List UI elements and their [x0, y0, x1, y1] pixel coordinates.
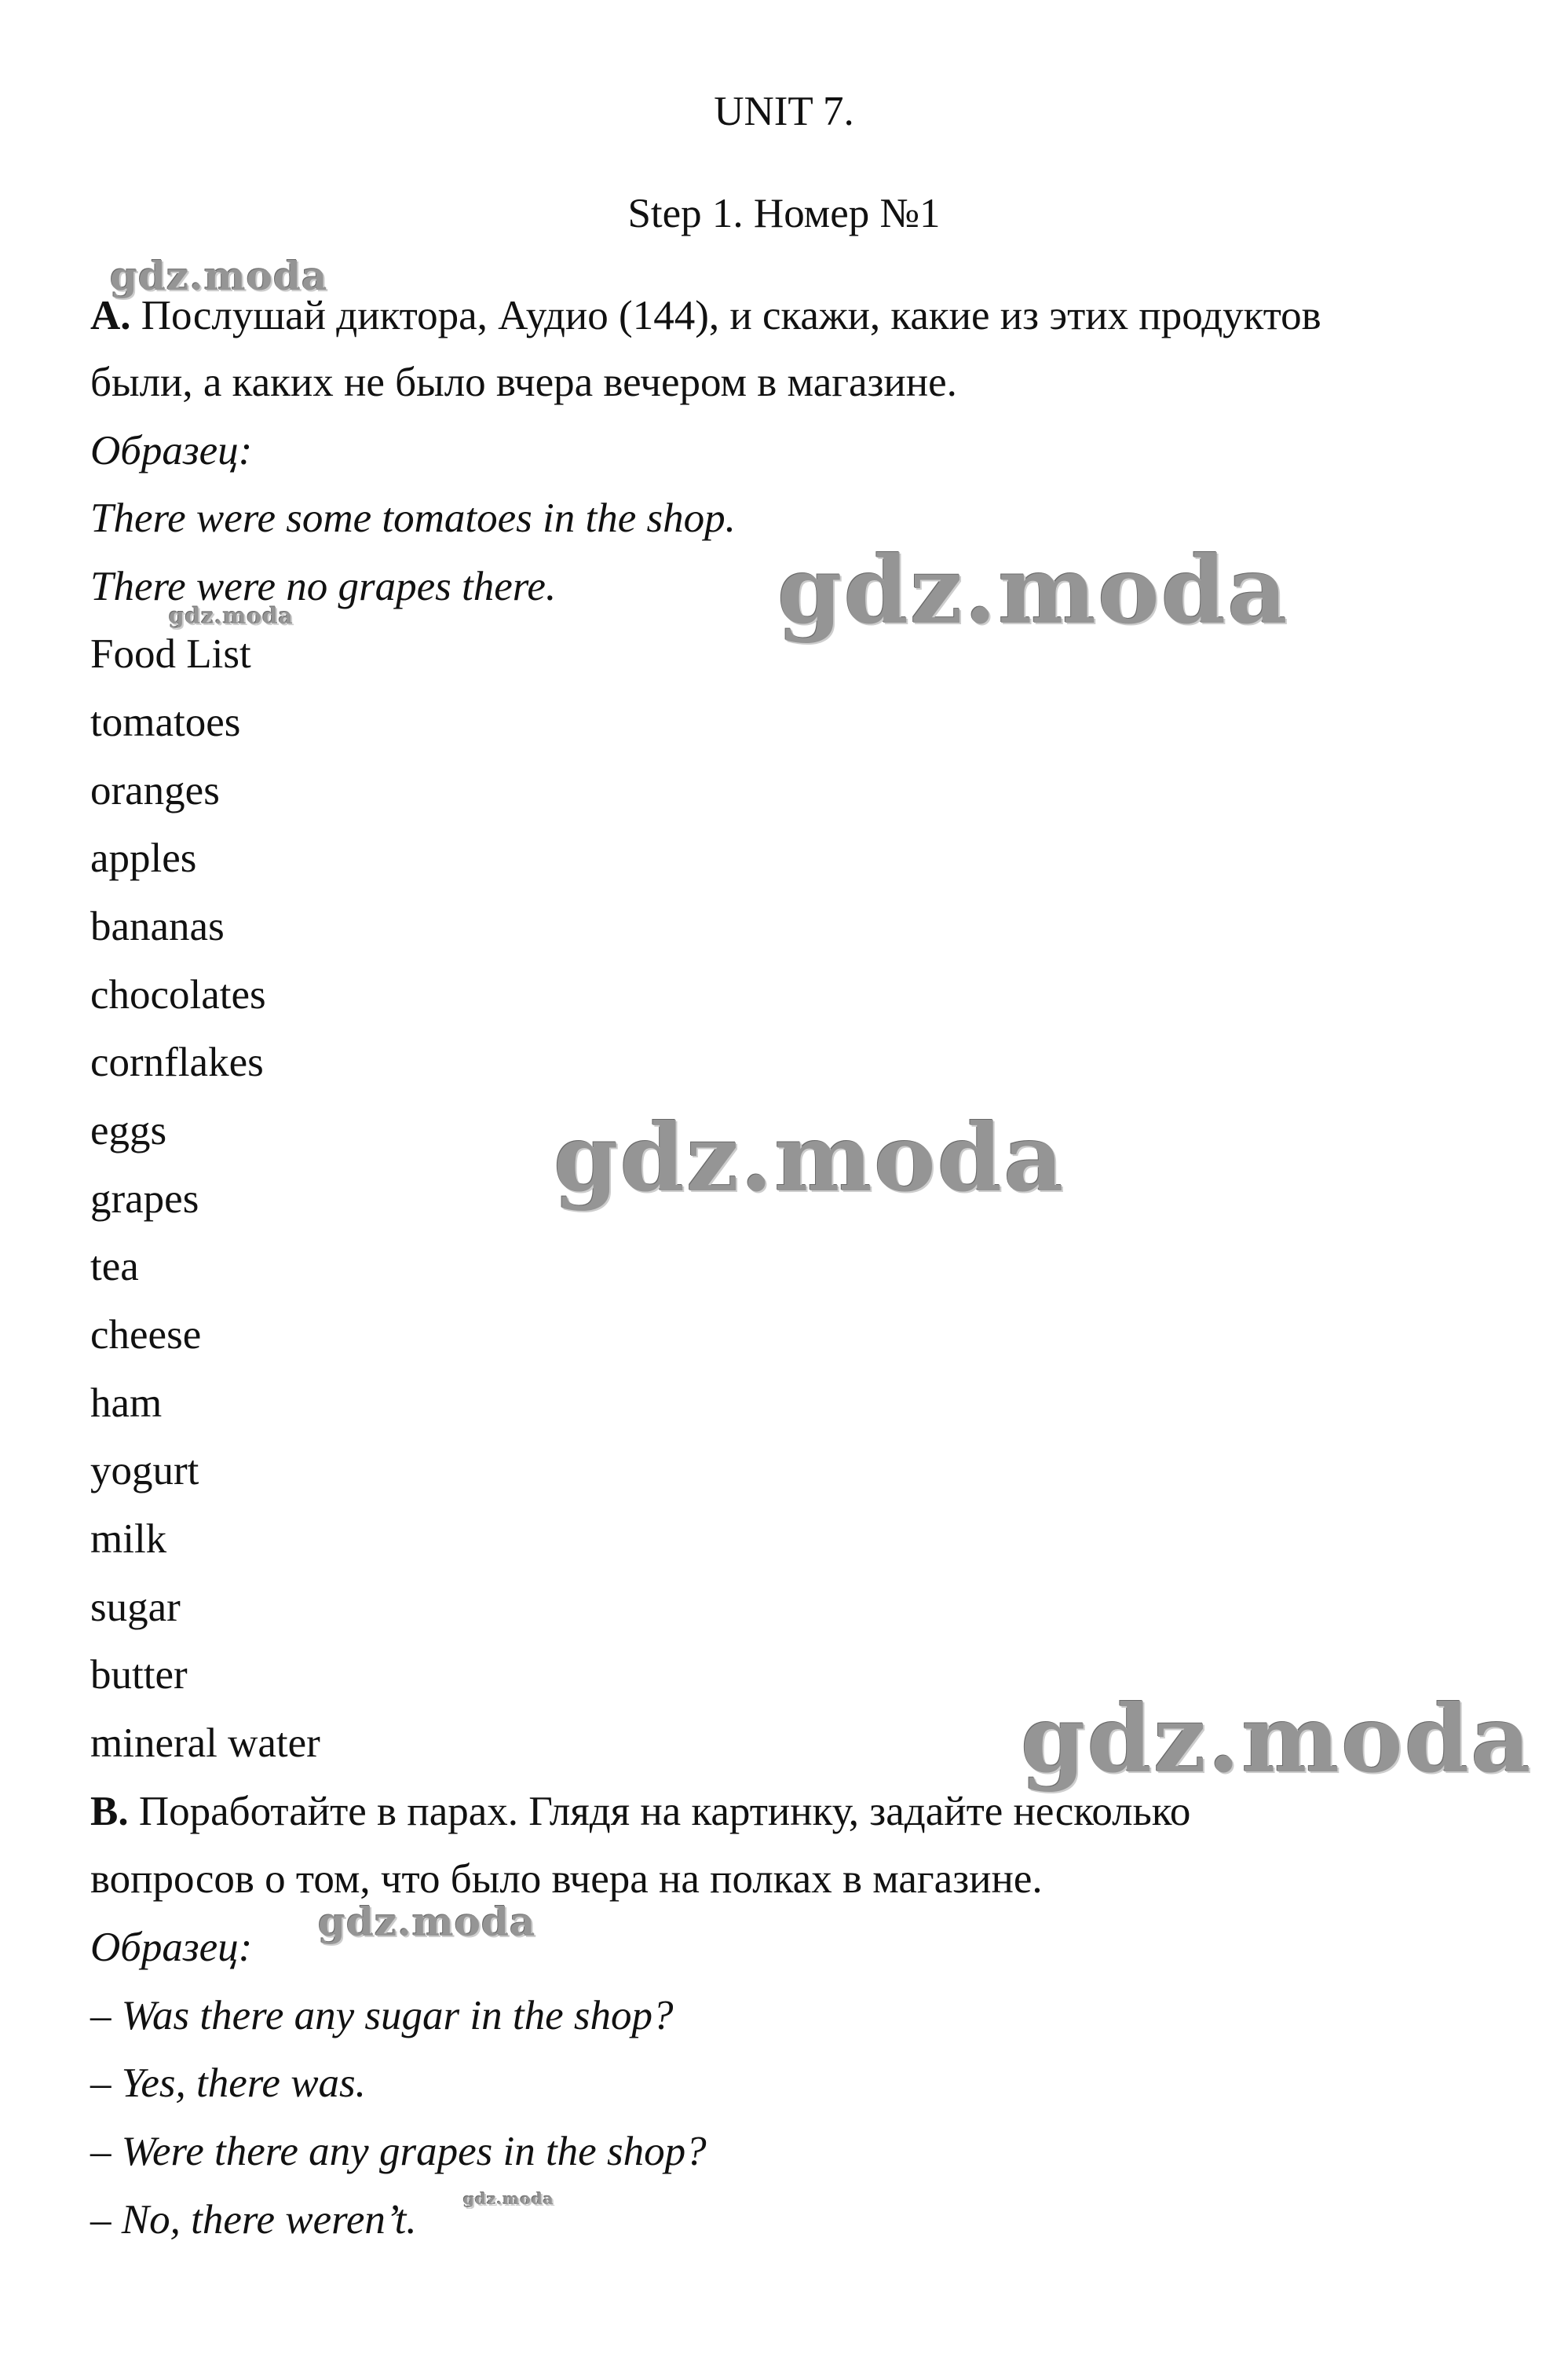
- watermark: gdz.moda: [169, 603, 294, 629]
- section-a-example-2: There were no grapes there.: [90, 564, 557, 609]
- watermark: gdz.moda: [1021, 1684, 1533, 1793]
- food-item: cornflakes: [90, 1040, 264, 1085]
- food-item: cheese: [90, 1312, 202, 1358]
- food-item: butter: [90, 1652, 188, 1698]
- food-item: tea: [90, 1244, 139, 1289]
- food-item: mineral water: [90, 1720, 320, 1766]
- section-b-sample-label: Образец:: [90, 1925, 253, 1970]
- watermark: gdz.moda: [318, 1899, 536, 1945]
- food-item: grapes: [90, 1176, 199, 1222]
- section-b-instruction-line-1: [90, 1788, 1190, 1835]
- food-item: milk: [90, 1516, 167, 1562]
- watermark: gdz.moda: [554, 1103, 1065, 1212]
- section-a-instruction-text: Послушай диктора, Аудио (144), и скажи, какие из этих продуктов: [141, 293, 1321, 338]
- food-item: ham: [90, 1380, 163, 1426]
- section-a-instruction-line-2: были, а каких не было вчера вечером в магазине.: [90, 360, 957, 405]
- food-item: tomatoes: [90, 700, 241, 745]
- section-b-instruction-line-2: вопросов о том, что было вчера на полках в магазине.: [90, 1856, 1043, 1902]
- dialog-line: – No, there weren’t.: [90, 2197, 417, 2243]
- food-item: bananas: [90, 904, 225, 949]
- food-list-title: Food List: [90, 631, 251, 677]
- food-item: apples: [90, 835, 197, 881]
- dialog-line: – Were there any grapes in the shop?: [90, 2129, 707, 2174]
- step-title: Step 1. Номер №1: [627, 191, 941, 236]
- food-item: yogurt: [90, 1448, 199, 1493]
- dialog-line: – Yes, there was.: [90, 2060, 366, 2106]
- watermark: gdz.moda: [110, 253, 328, 299]
- food-item: eggs: [90, 1108, 167, 1153]
- food-item: sugar: [90, 1585, 181, 1630]
- unit-title: UNIT 7.: [714, 89, 854, 134]
- section-a-instruction-line-1: [90, 292, 1321, 339]
- food-item: oranges: [90, 768, 220, 813]
- section-b-instruction-text: Поработайте в парах. Глядя на картинку, задайте несколько: [128, 1789, 1191, 1834]
- section-a-sample-label: Образец:: [90, 428, 253, 473]
- watermark: gdz.moda: [463, 2189, 554, 2208]
- section-b-label: B.: [90, 1789, 129, 1834]
- section-a-label: A.: [90, 293, 131, 338]
- section-a-example-1: There were some tomatoes in the shop.: [90, 495, 736, 541]
- watermark: gdz.moda: [777, 536, 1289, 645]
- food-item: chocolates: [90, 972, 266, 1018]
- dialog-line: – Was there any sugar in the shop?: [90, 1993, 674, 2038]
